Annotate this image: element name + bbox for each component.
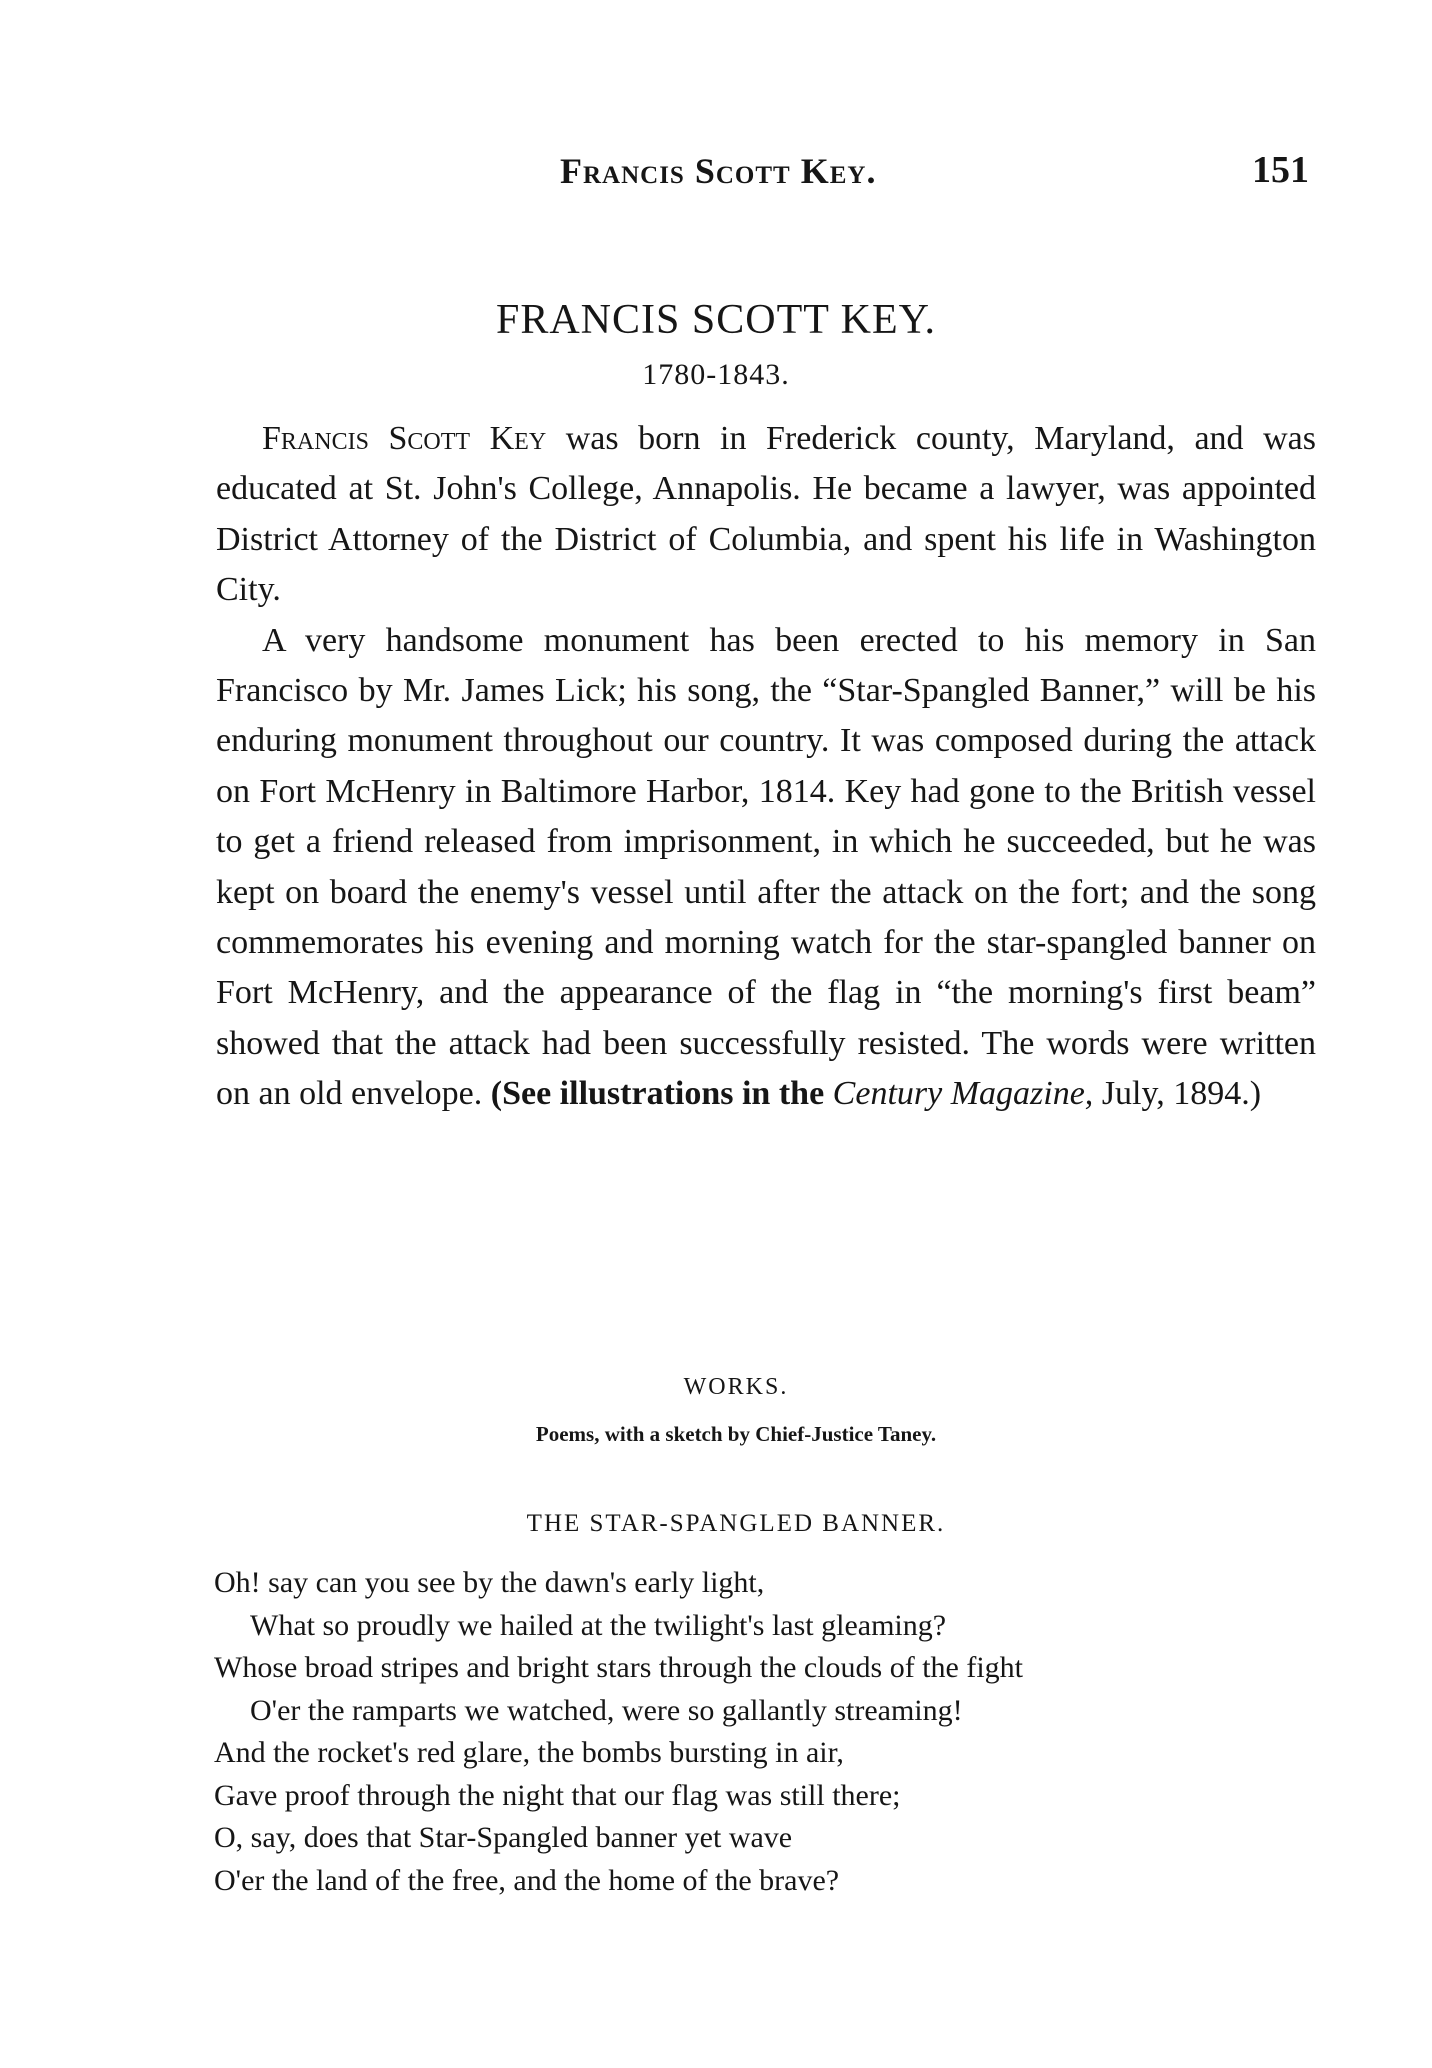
poem-line: Gave proof through the night that our flag was still there; bbox=[214, 1778, 901, 1812]
paragraph-2-text: A very handsome monument has been erected to his memory in San Francisco by Mr. James Lick; his song, the “Star-Spangled Banner,” will be his enduring monument throughout our country. It was composed during the attack on Fort McHenry in Baltimore Harbor, 1814. Key had gone to the British vessel to get a friend released from imprisonment, in which he succeeded, but he was kept on board the enemy's vessel until after the attack on the fort; and the song commemorates his evening and morning watch for the star-spangled banner on Fort McHenry, and the appearance of the flag in “the morning's first beam” showed that the attack had been successfully resisted. The words were written on an old envelope. bbox=[216, 621, 1316, 1113]
poem-title: THE STAR-SPANGLED BANNER. bbox=[526, 1510, 946, 1537]
poem-line: Whose broad stripes and bright stars through the clouds of the fight bbox=[214, 1651, 1024, 1684]
poem-line: O, say, does that Star-Spangled banner yet wave bbox=[214, 1821, 793, 1854]
magazine-title: Century Magazine, bbox=[832, 1075, 1094, 1113]
poem-line: Oh! say can you see by the dawn's early light, bbox=[214, 1566, 765, 1599]
poem bbox=[214, 1562, 1334, 1902]
see-illustrations-note: (See illustrations in the bbox=[490, 1075, 833, 1113]
poem-line: O'er the ramparts we watched, were so gallantly streaming! bbox=[250, 1693, 963, 1727]
paragraph-1-text: was born in Frederick county, Maryland, and was educated at St. John's College, Annapolis. He became a lawyer, was appointed District Attorney of the District of Columbia, and spent his life in Washington City. bbox=[216, 420, 1316, 609]
article-dates: 1780-1843. bbox=[642, 358, 790, 391]
biography-text bbox=[216, 414, 1316, 1120]
page-number: 151 bbox=[1252, 149, 1309, 191]
paragraph-1 bbox=[216, 414, 1316, 616]
poem-line: And the rocket's red glare, the bombs bursting in air, bbox=[214, 1736, 844, 1769]
works-item: Poems, with a sketch by Chief-Justice Taney. bbox=[535, 1422, 937, 1446]
paragraph-2 bbox=[216, 616, 1316, 1120]
magazine-date: July, 1894.) bbox=[1093, 1075, 1262, 1113]
running-head: Francis Scott Key. bbox=[560, 151, 877, 191]
article-title: FRANCIS SCOTT KEY. bbox=[495, 297, 937, 343]
poem-line: O'er the land of the free, and the home of the brave? bbox=[214, 1863, 840, 1897]
works-heading: WORKS. bbox=[683, 1374, 789, 1400]
poem-line: What so proudly we hailed at the twilight's last gleaming? bbox=[250, 1608, 947, 1642]
subject-name: Francis Scott Key bbox=[262, 420, 547, 457]
